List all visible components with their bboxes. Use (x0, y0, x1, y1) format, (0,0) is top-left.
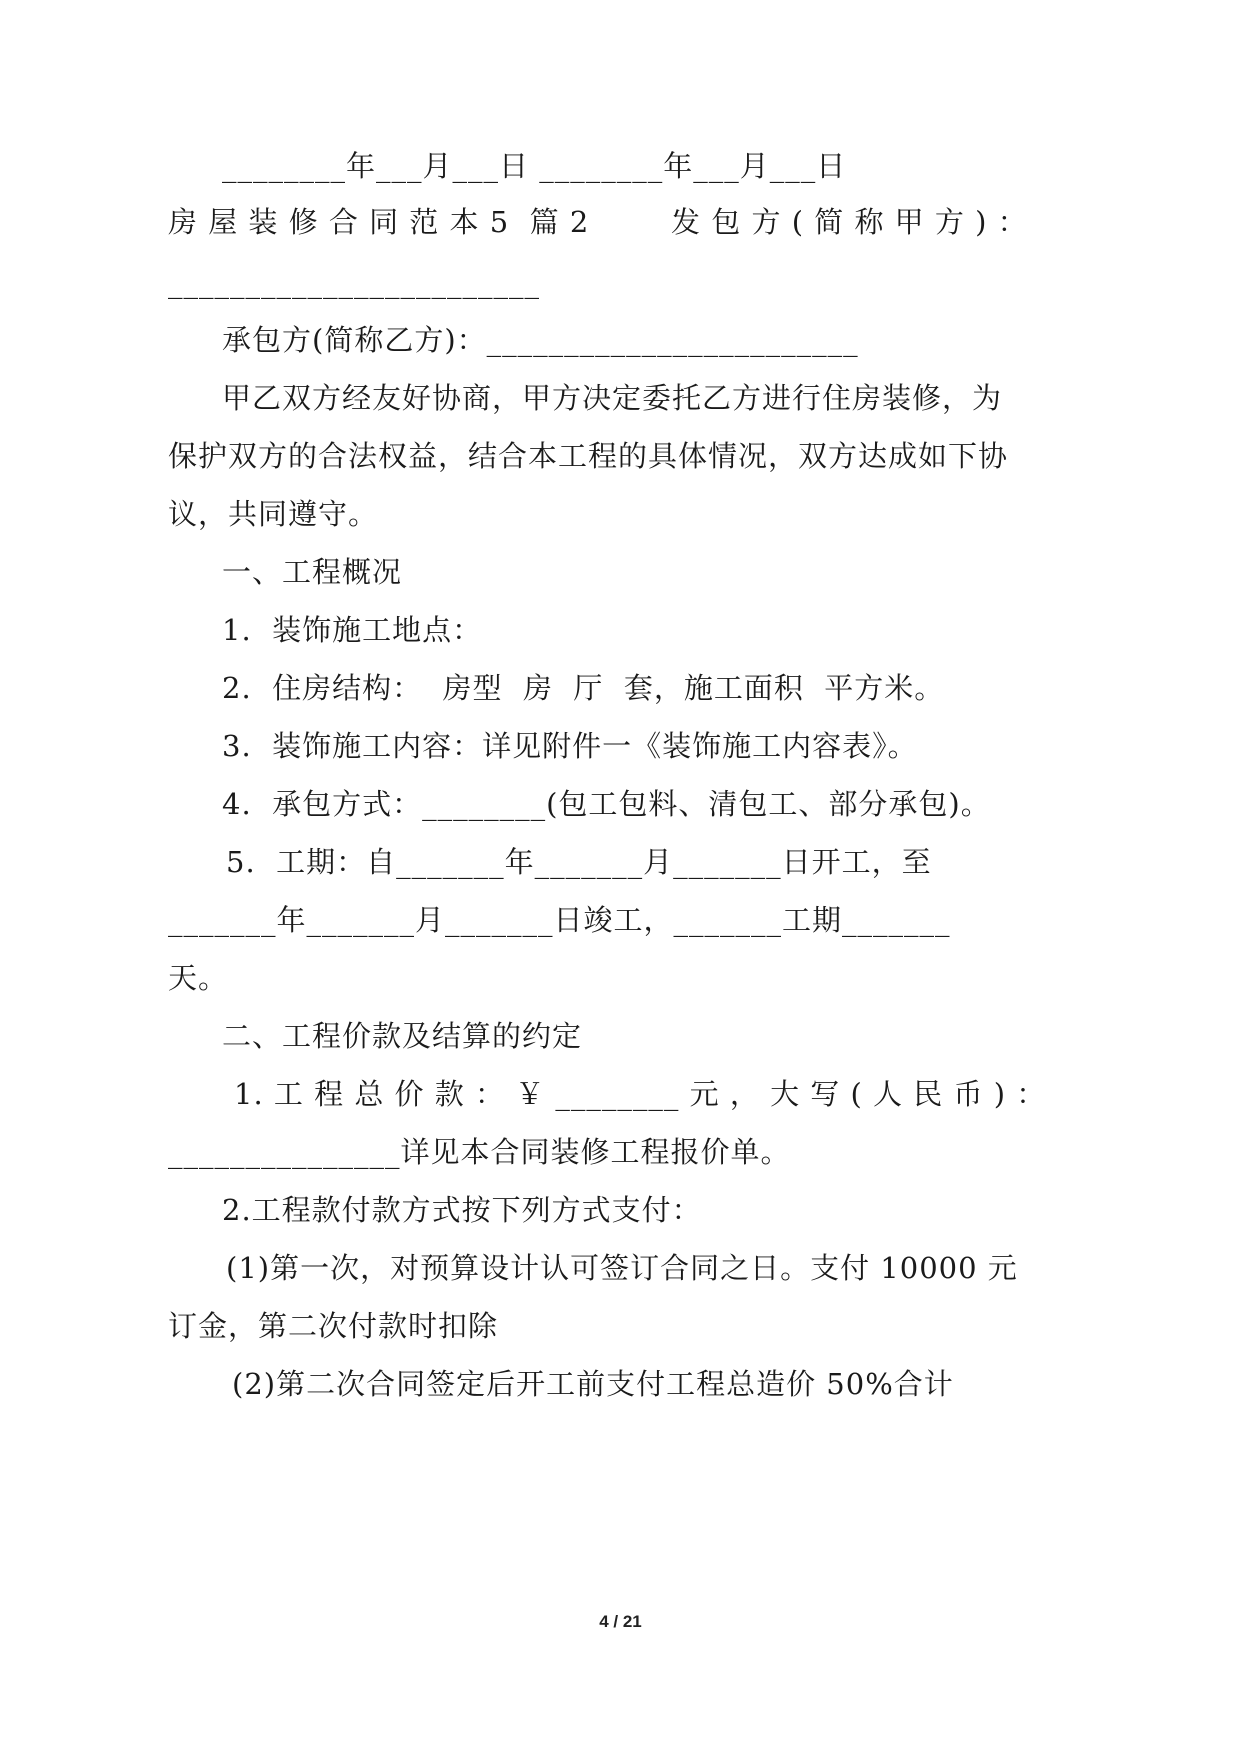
list-item: 4. 承包方式：________(包工包料、清包工、部分承包)。 (222, 787, 991, 821)
paragraph-line: 保护双方的合法权益，结合本工程的具体情况，双方达成如下协 (168, 439, 1009, 473)
page-number: 4 / 21 (599, 1612, 642, 1631)
paragraph-line: 甲乙双方经友好协商，甲方决定委托乙方进行住房装修，为 (222, 381, 1003, 415)
list-item: 1. 装饰施工地点： (222, 613, 483, 647)
list-item: 1. 工 程 总 价 款 ： ￥ ________ 元 ， 大 写 ( 人 民 币 ) ： (234, 1077, 1047, 1111)
section-heading: 二、工程价款及结算的约定 (222, 1019, 583, 1053)
list-item: 5. 工期：自_______年_______月_______日开工，至 (226, 845, 932, 879)
list-item-continuation: 订金，第二次付款时扣除 (168, 1309, 499, 1343)
list-item: (1)第一次，对预算设计认可签订合同之日。支付 10000 元 (226, 1251, 1018, 1285)
contract-title-line: 房 屋 装 修 合 同 范 本 5 篇 2 发 包 方 ( 简 称 甲 方 ) ： (168, 205, 1028, 239)
paragraph-line: 议，共同遵守。 (168, 497, 379, 531)
section-heading: 一、工程概况 (222, 555, 403, 589)
list-item-continuation: _______年_______月_______日竣工，_______工期_______ (168, 903, 951, 937)
list-item: 3. 装饰施工内容：详见附件一《装饰施工内容表》。 (222, 729, 918, 763)
date-line: ________年___月___日 ________年___月___日 (222, 149, 847, 183)
party-b-line: 承包方(简称乙方)：________________________ (222, 323, 859, 357)
list-item-continuation: _______________详见本合同装修工程报价单。 (168, 1135, 791, 1169)
list-item-continuation: 天。 (168, 961, 229, 995)
list-item: (2)第二次合同签定后开工前支付工程总造价 50%合计 (232, 1367, 954, 1401)
list-item: 2. 住房结构： 房型 房 厅 套，施工面积 平方米。 (222, 671, 945, 705)
party-a-blank: ________________________ (168, 265, 540, 299)
list-item: 2.工程款付款方式按下列方式支付： (222, 1193, 702, 1227)
